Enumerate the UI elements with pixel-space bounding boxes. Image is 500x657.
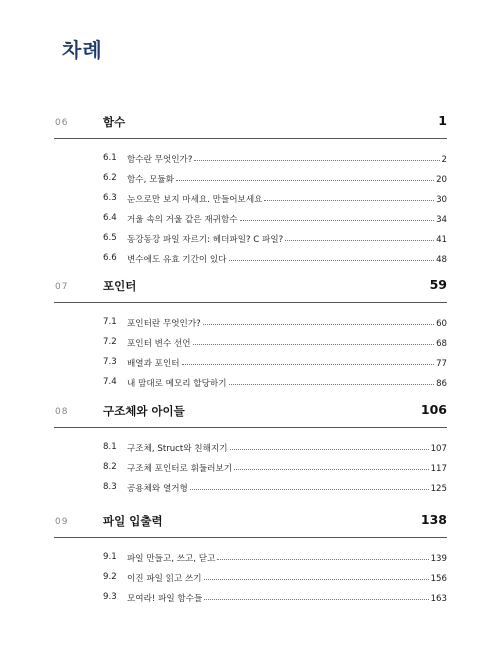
chapter-number: 07 (55, 282, 69, 292)
toc-entry[interactable] (0, 334, 500, 354)
dot-leader (234, 461, 429, 470)
chapter-divider (54, 138, 447, 139)
entry-page: 117 (430, 464, 447, 474)
chapter-page: 59 (429, 277, 447, 292)
dot-leader (229, 376, 435, 385)
chapter-title: 파일 입출력 (103, 514, 163, 528)
entry-page: 163 (430, 594, 447, 604)
chapter-heading[interactable] (0, 108, 500, 138)
entry-page: 30 (436, 195, 447, 205)
entry-title: 변수에도 유효 기간이 있다 (127, 255, 227, 265)
entry-number: 6.1 (103, 153, 117, 163)
entry-number: 6.4 (103, 213, 117, 223)
entry-title: 포인터 변수 선언 (127, 339, 191, 349)
chapter-heading[interactable] (0, 397, 500, 427)
entry-number: 7.2 (103, 337, 117, 347)
entry-title: 거울 속의 거울 같은 재귀함수 (127, 215, 238, 225)
entry-list (0, 439, 500, 499)
entry-page: 41 (436, 235, 447, 245)
entry-list (0, 314, 500, 394)
chapter-number: 09 (55, 517, 69, 527)
entry-number: 7.1 (103, 317, 117, 327)
entry-number: 8.3 (103, 482, 117, 492)
entry-number: 9.1 (103, 552, 117, 562)
entry-page: 48 (436, 255, 447, 265)
entry-page: 68 (436, 339, 447, 349)
dot-leader (217, 551, 428, 560)
entry-number: 7.4 (103, 377, 117, 387)
entry-title: 구조체, Struct와 친해지기 (127, 444, 228, 454)
entry-number: 6.2 (103, 173, 117, 183)
entry-title: 배열과 포인터 (127, 359, 180, 369)
chapter-number: 06 (55, 118, 69, 128)
entry-number: 7.3 (103, 357, 117, 367)
entry-number: 9.2 (103, 572, 117, 582)
entry-title: 모여라! 파일 함수들 (127, 594, 203, 604)
dot-leader (229, 252, 435, 261)
entry-title: 파일 만들고, 쓰고, 닫고 (127, 554, 216, 564)
chapter-divider (54, 302, 447, 303)
dot-leader (264, 192, 434, 201)
chapter-heading[interactable] (0, 272, 500, 302)
entry-page: 60 (436, 319, 447, 329)
entry-list (0, 150, 500, 270)
dot-leader (204, 571, 429, 580)
toc-entry[interactable] (0, 314, 500, 334)
entry-title: 눈으로만 보지 마세요. 만들어보세요 (127, 195, 263, 205)
toc-entry[interactable] (0, 374, 500, 394)
chapter-06 (0, 108, 500, 265)
chapter-title: 포인터 (103, 279, 137, 293)
toc-entry[interactable] (0, 150, 500, 170)
entry-number: 6.6 (103, 253, 117, 263)
entry-title: 함수란 무엇인가? (127, 155, 193, 165)
page-title: 차례 (62, 38, 103, 62)
chapter-title: 구조체와 아이들 (103, 404, 185, 418)
dot-leader (193, 336, 434, 345)
entry-number: 6.5 (103, 233, 117, 243)
entry-page: 2 (441, 155, 447, 165)
entry-page: 34 (436, 215, 447, 225)
entry-title: 포인터란 무엇인가? (127, 319, 201, 329)
dot-leader (203, 316, 434, 325)
chapter-divider (54, 427, 447, 428)
toc-entry[interactable] (0, 190, 500, 210)
entry-list (0, 549, 500, 609)
entry-page: 77 (436, 359, 447, 369)
chapter-heading[interactable] (0, 507, 500, 537)
chapter-divider (54, 537, 447, 538)
toc-entry[interactable] (0, 250, 500, 270)
entry-page: 139 (430, 554, 447, 564)
dot-leader (176, 172, 434, 181)
toc-entry[interactable] (0, 479, 500, 499)
toc-entry[interactable] (0, 589, 500, 609)
entry-number: 6.3 (103, 193, 117, 203)
entry-title: 내 맘대로 메모리 할당하기 (127, 379, 227, 389)
entry-page: 125 (430, 484, 447, 494)
toc-entry[interactable] (0, 210, 500, 230)
entry-number: 9.3 (103, 592, 117, 602)
dot-leader (204, 591, 428, 600)
toc-entry[interactable] (0, 439, 500, 459)
chapter-09 (0, 507, 500, 604)
dot-leader (190, 481, 429, 490)
toc-entry[interactable] (0, 230, 500, 250)
entry-title: 공용체와 열거형 (127, 484, 188, 494)
entry-page: 156 (430, 574, 447, 584)
toc-entry[interactable] (0, 170, 500, 190)
entry-title: 이진 파일 읽고 쓰기 (127, 574, 202, 584)
dot-leader (285, 232, 434, 241)
entry-number: 8.1 (103, 442, 117, 452)
chapter-08 (0, 397, 500, 494)
chapter-07 (0, 272, 500, 389)
toc-entry[interactable] (0, 459, 500, 479)
chapter-title: 함수 (103, 115, 126, 129)
entry-page: 107 (430, 444, 447, 454)
chapter-number: 08 (55, 407, 69, 417)
chapter-page: 138 (420, 512, 447, 527)
dot-leader (240, 212, 435, 221)
toc-entry[interactable] (0, 569, 500, 589)
toc-entry[interactable] (0, 549, 500, 569)
entry-page: 86 (436, 379, 447, 389)
dot-leader (182, 356, 435, 365)
entry-page: 20 (436, 175, 447, 185)
entry-title: 함수, 모듈화 (127, 175, 174, 185)
toc-entry[interactable] (0, 354, 500, 374)
entry-title: 구조체 포인터로 휘둘러보기 (127, 464, 233, 474)
dot-leader (194, 152, 439, 161)
entry-title: 동강동강 파일 자르기: 헤더파일? C 파일? (127, 235, 284, 245)
chapter-page: 1 (438, 113, 447, 128)
dot-leader (230, 441, 429, 450)
entry-number: 8.2 (103, 462, 117, 472)
chapter-page: 106 (420, 402, 447, 417)
